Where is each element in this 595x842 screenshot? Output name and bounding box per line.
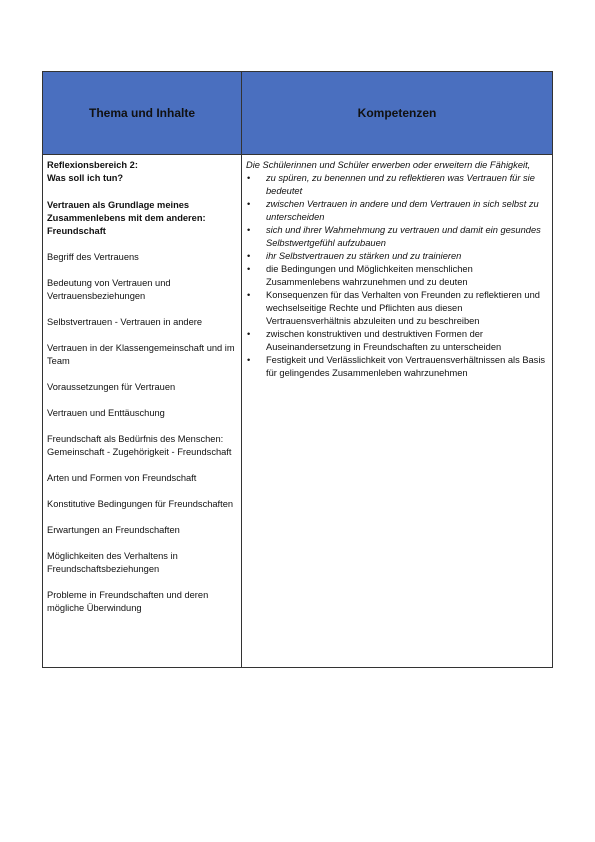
topic-item: Möglichkeiten des Verhaltens in Freundschaftsbeziehungen bbox=[47, 551, 178, 574]
kompetenz-item: • Konsequenzen für das Verhalten von Freunden zu reflektieren und wechselseitige Rechte und Pflichten aus diesen Vertrauensverhältnis abzuleiten und zu beschreiben bbox=[246, 289, 548, 328]
curriculum-table bbox=[42, 71, 553, 668]
kompetenzen-intro: Die Schülerinnen und Schüler erwerben oder erweitern die Fähigkeit, bbox=[246, 160, 531, 170]
topic-item: Konstitutive Bedingungen für Freundschaften bbox=[47, 499, 234, 509]
topic-item: Arten und Formen von Freundschaft bbox=[47, 473, 197, 483]
topic-item: Vertrauen in der Klassengemeinschaft und im Team bbox=[47, 343, 235, 366]
header-kompetenzen-label: Kompetenzen bbox=[357, 106, 437, 120]
topic-item: Erwartungen an Freundschaften bbox=[47, 525, 180, 535]
kompetenzen-cell bbox=[242, 155, 552, 667]
thema-cell bbox=[43, 155, 242, 667]
kompetenz-item: • Festigkeit und Verlässlichkeit von Vertrauensverhältnissen als Basis für gelingendes Zusammenleben wahrzunehmen bbox=[246, 354, 548, 380]
kompetenz-item: • sich und ihrer Wahrnehmung zu vertrauen und damit ein gesundes Selbstwertgefühl aufzubauen bbox=[246, 224, 548, 250]
kompetenz-item: • die Bedingungen und Möglichkeiten menschlichen Zusammenlebens wahrzunehmen und zu deuten bbox=[246, 263, 548, 289]
topic-item: Voraussetzungen für Vertrauen bbox=[47, 382, 176, 392]
kompetenz-item: • zwischen Vertrauen in andere und dem Vertrauen in sich selbst zu unterscheiden bbox=[246, 198, 548, 224]
header-thema bbox=[43, 72, 242, 155]
section-heading-line1: Reflexionsbereich 2: bbox=[47, 160, 138, 170]
topic-item: Probleme in Freundschaften und deren mögliche Überwindung bbox=[47, 590, 209, 613]
kompetenzen-list bbox=[246, 172, 548, 380]
header-kompetenzen bbox=[242, 72, 552, 155]
topic-item: Begriff des Vertrauens bbox=[47, 252, 139, 262]
kompetenz-item: • zwischen konstruktiven und destruktiven Formen der Auseinandersetzung in Freundschaften zu unterscheiden bbox=[246, 328, 548, 354]
topic-item: Vertrauen und Enttäuschung bbox=[47, 408, 165, 418]
header-thema-label: Thema und Inhalte bbox=[88, 106, 195, 120]
section-heading-line2: Was soll ich tun? bbox=[47, 173, 124, 183]
section-subheading: Vertrauen als Grundlage meines Zusammenlebens mit dem anderen: Freundschaft bbox=[47, 200, 206, 236]
topic-item: Bedeutung von Vertrauen und Vertrauensbeziehungen bbox=[47, 278, 171, 301]
kompetenz-item: • zu spüren, zu benennen und zu reflektieren was Vertrauen für sie bedeutet bbox=[246, 172, 548, 198]
topic-item: Selbstvertrauen - Vertrauen in andere bbox=[47, 317, 203, 327]
kompetenz-item: • ihr Selbstvertrauen zu stärken und zu trainieren bbox=[246, 250, 548, 263]
topic-item: Freundschaft als Bedürfnis des Menschen: Gemeinschaft - Zugehörigkeit - Freundschaft bbox=[47, 434, 232, 457]
